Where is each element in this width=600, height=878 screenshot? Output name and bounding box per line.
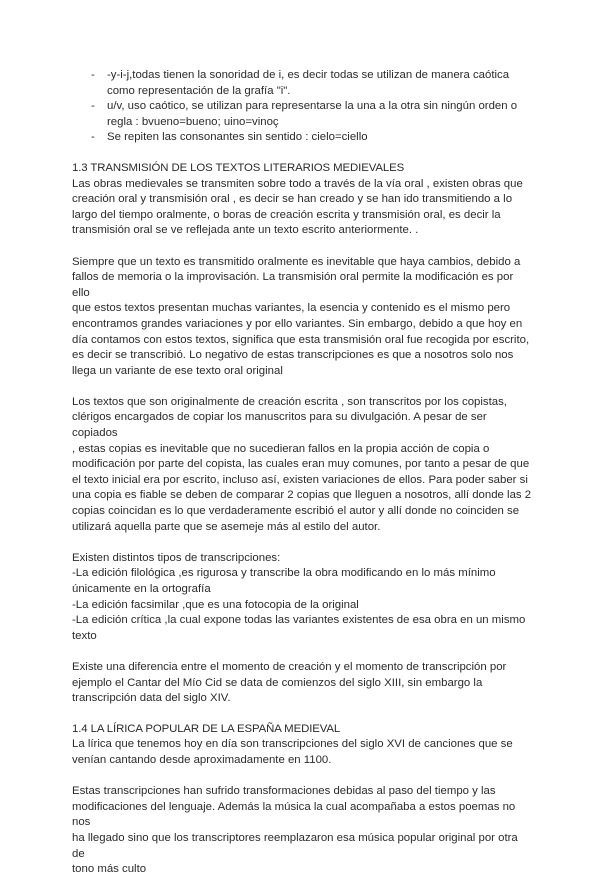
paragraph bbox=[72, 660, 532, 707]
text-line: transmisión oral se ve reflejada ante un texto escrito anteriormente. . bbox=[72, 224, 419, 237]
text-line: fallos de memoria o la improvisación. La transmisión oral permite la modificación es por ello bbox=[72, 271, 514, 299]
text-line: únicamente en la ortografía bbox=[72, 583, 211, 595]
text-line: llega un variante de ese texto oral original bbox=[72, 364, 283, 377]
bullet-line: -y-i-j,todas tienen la sonoridad de i, es decir todas se utilizan de manera caótica bbox=[107, 69, 510, 81]
paragraph bbox=[72, 255, 532, 380]
text-line: largo del tiempo oralmente, o boras de creación escrita y transmisión oral, es decir la bbox=[72, 208, 501, 221]
bullet-item bbox=[72, 68, 532, 99]
text-line: -La edición crítica ,la cual expone todas las variantes existentes de esa obra en un mismo bbox=[72, 614, 526, 627]
bullet-line: como representación de la grafía "i". bbox=[107, 84, 291, 97]
text-line: el texto inicial era por escrito, incluso así, existen variaciones de ellos. Para poder saber si bbox=[72, 473, 528, 486]
text-line: La lírica que tenemos hoy en día son transcripciones del siglo XVI de canciones que se bbox=[72, 738, 513, 751]
text-line: -La edición filológica ,es rigurosa y transcribe la obra modificando en lo más mínimo bbox=[72, 567, 496, 580]
text-line: Siempre que un texto es transmitido oralmente es inevitable que haya cambios, debido a bbox=[72, 255, 521, 268]
bullet-marker: - bbox=[91, 131, 95, 144]
text-line: -La edición facsimilar ,que es una fotocopia de la original bbox=[72, 598, 359, 611]
paragraph bbox=[72, 784, 532, 878]
text-line: día contamos con estos textos, significa que esta transmisión oral fue recogida por escrito, bbox=[72, 333, 530, 346]
text-line: copias coincidan es lo que verdaderamente escribió el autor y allí donde no coinciden se bbox=[72, 505, 520, 518]
text-line: es decir se transcribió. Lo negativo de estas transcripciones es que a nosotros solo nos bbox=[72, 349, 514, 362]
text-line: Existe una diferencia entre el momento de creación y el momento de transcripción por bbox=[72, 660, 507, 673]
text-line: transcripción data del siglo XIV. bbox=[72, 692, 231, 705]
bullet-line: Se repiten las consonantes sin sentido : cielo=ciello bbox=[107, 131, 368, 144]
text-line: modificación por parte del copista, las cuales eran muy comunes, por tanto a pesar de que bbox=[72, 458, 530, 471]
document-page bbox=[72, 68, 532, 878]
text-line: modificaciones del lenguaje. Además la música la cual acompañaba a estos poemas no nos bbox=[72, 800, 516, 829]
text-line: Las obras medievales se transmiten sobre todo a través de la vía oral , existen obras que bbox=[72, 177, 523, 190]
text-line: una copia es fiable se deben de comparar 2 copias que lleguen a nosotros, allí donde las 2 bbox=[72, 489, 532, 502]
bullet-line: u/v, uso caótico, se utilizan para representarse la una a la otra sin ningún orden o bbox=[107, 100, 518, 113]
paragraph bbox=[72, 177, 532, 239]
text-line: venían cantando desde aproximadamente en 1100. bbox=[72, 753, 332, 766]
text-line: clérigos encargados de copiar los manuscritos para su divulgación. A pesar de ser copiados bbox=[72, 411, 487, 440]
text-line: , estas copias es inevitable que no sucedieran fallos en la propia acción de copia o bbox=[72, 442, 490, 455]
section-heading-1-4: 1.4 LA LÍRICA POPULAR DE LA ESPAÑA MEDIEVAL bbox=[72, 722, 341, 735]
bullet-list bbox=[72, 68, 532, 146]
paragraph bbox=[72, 395, 532, 535]
bullet-marker: - bbox=[91, 100, 95, 113]
text-line: ha llegado sino que los transcriptores reemplazaron esa música popular original por otra de bbox=[72, 831, 518, 860]
text-line: tono más culto bbox=[72, 863, 147, 876]
text-line: encontramos grandes variaciones y por ello variantes. Sin embargo, debido a que hoy en bbox=[72, 317, 523, 330]
text-line: utilizará aquella parte que se asemeje más al estilo del autor. bbox=[72, 520, 381, 533]
text-line: Los textos que son originalmente de creación escrita , son transcritos por los copistas, bbox=[72, 395, 507, 408]
text-line: que estos textos presentan muchas variantes, la esencia y contenido es el mismo pero bbox=[72, 302, 511, 315]
bullet-line: regla : bvueno=bueno; uino=vinoç bbox=[107, 115, 279, 128]
paragraph bbox=[72, 737, 532, 768]
bullet-item bbox=[72, 99, 532, 130]
text-line: Existen distintos tipos de transcripciones: bbox=[72, 551, 281, 564]
text-line: creación oral y transmisión oral , es decir se han creado y se han ido transmitiendo a lo bbox=[72, 193, 513, 206]
bullet-marker: - bbox=[91, 69, 95, 81]
text-line: ejemplo el Cantar del Mío Cid se data de comienzos del siglo XIII, sin embargo la bbox=[72, 676, 483, 689]
paragraph bbox=[72, 551, 532, 645]
bullet-item bbox=[72, 130, 532, 146]
section-heading-1-3: 1.3 TRANSMISIÓN DE LOS TEXTOS LITERARIOS MEDIEVALES bbox=[72, 161, 405, 174]
text-line: Estas transcripciones han sufrido transformaciones debidas al paso del tiempo y las bbox=[72, 785, 496, 798]
text-line: texto bbox=[72, 629, 97, 642]
